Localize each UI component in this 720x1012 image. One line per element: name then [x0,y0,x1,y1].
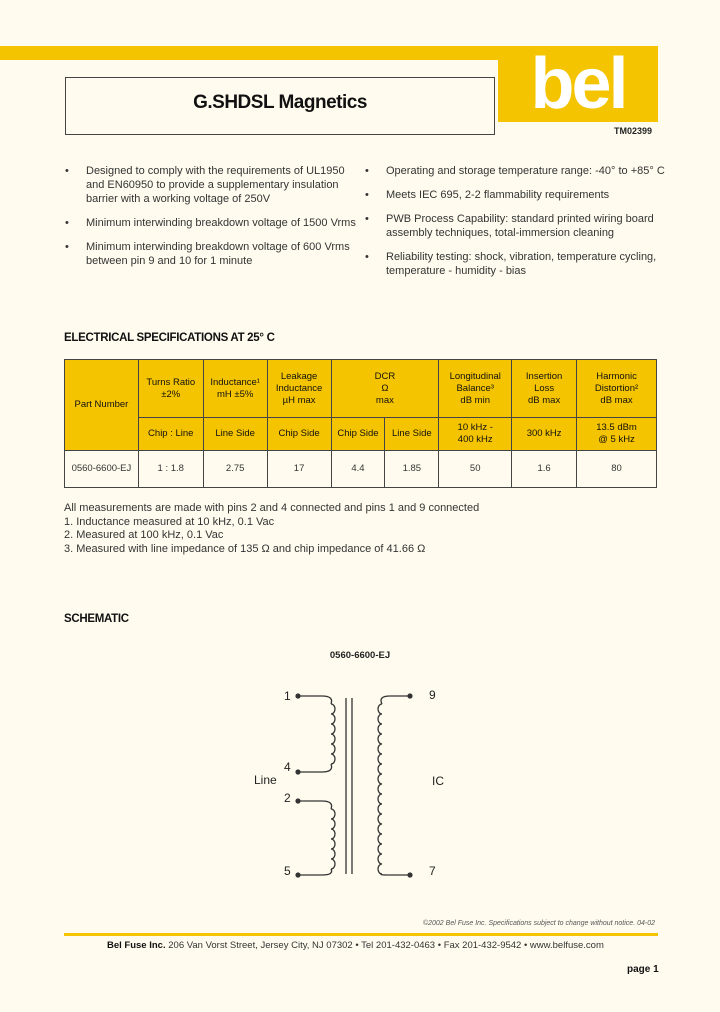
th-harmonic-label: Harmonic Distortion² dB max [594,370,639,406]
electrical-heading: ELECTRICAL SPECIFICATIONS AT 25° C [64,332,275,344]
th-sub-dcr-chip [331,418,385,451]
doc-number: TM02399 [614,126,653,136]
th-sub-line-side-label: Line Side [215,428,255,439]
th-sub-chip-side [267,418,331,451]
th-sub-harmonic-label: 13.5 dBm @ 5 kHz [596,422,637,445]
th-longitudinal [439,360,512,418]
lead-pin-5 [298,869,332,875]
bel-logo [498,46,658,122]
note-line: 3. Measured with line impedance of 135 Ω and chip impedance of 41.66 Ω [64,542,426,555]
th-sub-harmonic [577,418,657,451]
company-address: 206 Van Vorst Street, Jersey City, NJ 07302 • Tel 201-432-0463 • Fax 201-432-9542 • www.belfuse.com [165,940,604,951]
th-part-number [65,360,139,451]
ic-side-label: IC [432,774,444,788]
cell-part-number: 0560-6600-EJ [65,451,139,488]
contact-line [107,940,604,951]
th-part-number-label: Part Number [74,399,129,410]
th-leakage [267,360,331,418]
feature-item: • Operating and storage temperature range: -40° to +85° C [365,164,665,178]
company-name: Bel Fuse Inc. [107,940,166,951]
features-left [65,164,365,278]
footer-rule [64,933,658,936]
pin-dot-9 [407,693,412,698]
pin-dot-2 [295,798,300,803]
th-dcr-label: DCR Ω max [374,370,396,406]
line-side-label: Line [254,773,277,787]
schematic-diagram [240,640,480,890]
th-turns-ratio [138,360,203,418]
th-leakage-label: Leakage Inductance µH max [275,370,323,406]
th-sub-insertion-label: 300 kHz [526,428,562,439]
note-line: 1. Inductance measured at 10 kHz, 0.1 Vac [64,515,275,528]
th-dcr [331,360,439,418]
th-sub-chip-line [138,418,203,451]
page-number: page 1 [627,964,659,975]
features-right [365,164,665,288]
th-sub-insertion [512,418,577,451]
spec-table [64,359,657,488]
pin-dot-4 [295,769,300,774]
cell-dcr-line: 1.85 [385,451,439,488]
feature-item: • Designed to comply with the requirements of UL1950 and EN60950 to provide a supplementary insulation barrier with a working voltage of 250V [65,164,365,206]
table-row [65,451,657,488]
feature-item: • PWB Process Capability: standard printed wiring board assembly techniques, total-immersion cleaning [365,212,665,240]
note-line: All measurements are made with pins 2 and 4 connected and pins 1 and 9 connected [64,502,480,514]
cell-inductance: 2.75 [203,451,267,488]
pin-label-7: 7 [429,864,436,878]
cell-dcr-chip: 4.4 [331,451,385,488]
th-sub-longitudinal-label: 10 kHz - 400 kHz [457,422,493,445]
th-sub-chip-side-label: Chip Side [278,428,320,439]
winding-line-lower [331,809,335,869]
lead-pin-9 [381,696,410,704]
note-line: 2. Measured at 100 kHz, 0.1 Vac [64,529,224,541]
lead-pin-4 [298,764,332,772]
pin-dot-7 [407,872,412,877]
th-longitudinal-label: Longitudinal Balance³ dB min [449,370,501,406]
logo-text: bel [530,46,626,122]
th-sub-line-side [203,418,267,451]
th-sub-dcr-line [385,418,439,451]
feature-item: • Meets IEC 695, 2-2 flammability requirements [365,188,665,202]
schematic-heading: SCHEMATIC [64,613,129,625]
th-inductance-label: Inductance¹ mH ±5% [210,376,260,400]
pin-label-1: 1 [284,689,291,703]
th-insertion-label: Insertion Loss dB max [525,370,563,406]
schematic-part: 0560-6600-EJ [329,650,391,661]
th-sub-chip-line-label: Chip : Line [148,428,194,439]
lead-pin-7 [381,874,410,875]
pin-dot-1 [295,693,300,698]
page-title: G.SHDSL Magnetics [193,92,367,113]
pin-label-9: 9 [429,688,436,702]
feature-item: • Minimum interwinding breakdown voltage of 600 Vrms between pin 9 and 10 for 1 minute [65,240,365,268]
th-sub-longitudinal [439,418,512,451]
feature-item: • Reliability testing: shock, vibration, temperature cycling, temperature - humidity - bias [365,250,665,278]
winding-line-upper [331,704,335,764]
th-sub-dcr-chip-label: Chip Side [337,428,379,439]
cell-leakage: 17 [267,451,331,488]
th-inductance [203,360,267,418]
title-box [65,77,495,135]
cell-longitudinal: 50 [439,451,512,488]
feature-item: • Minimum interwinding breakdown voltage of 1500 Vrms [65,216,365,230]
lead-pin-2 [298,801,332,809]
winding-ic [378,704,382,874]
pin-dot-5 [295,872,300,877]
cell-harmonic: 80 [577,451,657,488]
pin-label-5: 5 [284,864,291,878]
cell-turns-ratio: 1 : 1.8 [138,451,203,488]
copyright-note: ©2002 Bel Fuse Inc. Specifications subject to change without notice. 04-02 [422,920,655,927]
pin-label-2: 2 [284,791,291,805]
cell-insertion: 1.6 [512,451,577,488]
th-harmonic [577,360,657,418]
pin-label-4: 4 [284,760,291,774]
th-insertion [512,360,577,418]
measurement-notes [64,502,479,556]
th-turns-ratio-label: Turns Ratio ±2% [146,376,196,400]
lead-pin-1 [298,696,332,704]
th-sub-dcr-line-label: Line Side [392,428,432,439]
